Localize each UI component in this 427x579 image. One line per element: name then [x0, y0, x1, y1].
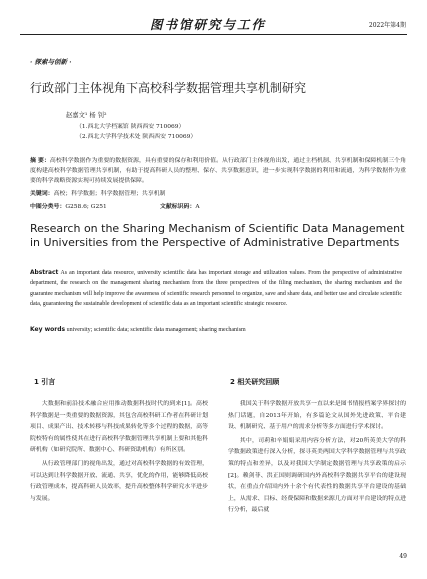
body-column-left: [30, 399, 208, 507]
abstract-chinese-text: 高校科学数据作为重要的数据资源，具有重要的保存和利用价值。从行政部门主体视角出发，通过主档机制、共享机制和保障机制三个角度构建高校科学数据管理共享机制，有助于提高科研人员的整理、保存、共享数据意识，进一步实现科学数据的利用和流通，为科学数据作为重要的科学战略资源实现可持续发展提供保障。: [30, 158, 406, 184]
journal-logo: 图书馆研究与工作: [150, 17, 267, 32]
affiliation-1: （1.西北大学档案馆 陕西西安 710069）: [76, 124, 185, 130]
clc-label: 中图分类号：: [30, 203, 66, 210]
page-number: 49: [399, 553, 407, 560]
section-heading-introduction: 1 引言: [34, 378, 56, 386]
issue-label: 2022年第4期: [368, 22, 406, 29]
keywords-chinese-text: 高校；科学数据；科学数据管理；共享机制: [53, 191, 166, 197]
doc-code-label: 文献标识码：: [160, 203, 196, 210]
keywords-english-label: Key words: [30, 326, 66, 333]
clc-value: G258.6; G251: [65, 204, 107, 210]
paragraph: 从行政管理部门的视角出发，通过对高校科学数据的有效管理，可以达到让科学数据开放、流通、共享，优化的作用，能够降低高校行政管理成本，提高科研人员效率，提升高校整体科学研究水平进步与发展。: [30, 460, 208, 502]
clc-number: [30, 201, 107, 210]
abstract-english: [30, 268, 402, 309]
abstract-english-text: As an important data resource, university scientific data has important storage and utilization values. From the perspective of administrative department, the research on the management sharing mechanism from the three perspectives of the filing mechanism, the sharing mechanism and the guarantee mechanism will help improve the awareness of scientific research personnel to organize, save and share data, and better use and circulate scientific data, guaranteeing the sustainable development of scientific data as an important scientific strategic resource.: [30, 270, 402, 307]
abstract-chinese: [30, 156, 406, 186]
document-code: [160, 201, 200, 210]
keywords-english-text: university; scientific data; scientific data management; sharing mechanism: [66, 327, 246, 333]
keywords-chinese-label: 关键词：: [30, 190, 54, 197]
abstract-chinese-label: 摘 要：: [30, 158, 50, 164]
section-heading-review: 2 相关研究回顾: [230, 378, 280, 386]
paragraph: 其中，司莉和辛娟娟采用内容分析方法，对20所英美大学的科学数据政策进行深入分析，探寻英美两国大学科学数据管理与共享政策的特点和差异，以及对我国大学制定数据管理与共享政策的启示[2]。赖剑菲、洪正国则调研国内外高校科学数据共享平台的建设现状，在重点介绍国内外十余个有代表性的数据共享平台建设的基础上，从需求、目标、经费保障和数据来源几方面对平台建设的特点进行分析，最后就: [228, 437, 406, 514]
paragraph: 大数据和前沿技术融合应用推动数据科技时代的到来[1]。高校科学数据是一类重要的数据资源，其包含高校科研工作者在科研计划项目、成果产出、技术转移与科技成果转化等多个过程的数据，高等院校特有的属性使其在进行高校科学数据管理共享机制上要和其他科研机构（如研究院所、数据中心、科研资助机构）有所区别。: [30, 401, 208, 454]
affiliation-2: （2.西北大学科学技术处 陕西西安 710069）: [76, 134, 197, 140]
keywords-chinese: [30, 188, 165, 197]
doc-code-value: A: [195, 204, 200, 210]
title-english: Research on the Sharing Mechanism of Scientific Data Management in Universities from the Perspective of Administrative Departments: [30, 222, 405, 249]
column-label: · 探索与创新 ·: [30, 58, 72, 66]
authors: 赵嘉文¹ 杨 钊²: [66, 112, 107, 119]
paragraph: 我国关于科学数据开放共享一直以来是图书情报档案学界探讨的热门话题，自2013年开始，有多篇论文从国外先进政策、平台建设、机制研究、基于用户的需求分析等多方面进行学术探讨。: [228, 401, 406, 431]
abstract-english-label: Abstract: [30, 270, 59, 276]
body-column-right: [228, 399, 406, 519]
keywords-english: [30, 326, 246, 333]
header-rule: [20, 34, 407, 35]
title-chinese: 行政部门主体视角下高校科学数据管理共享机制研究: [30, 81, 307, 95]
